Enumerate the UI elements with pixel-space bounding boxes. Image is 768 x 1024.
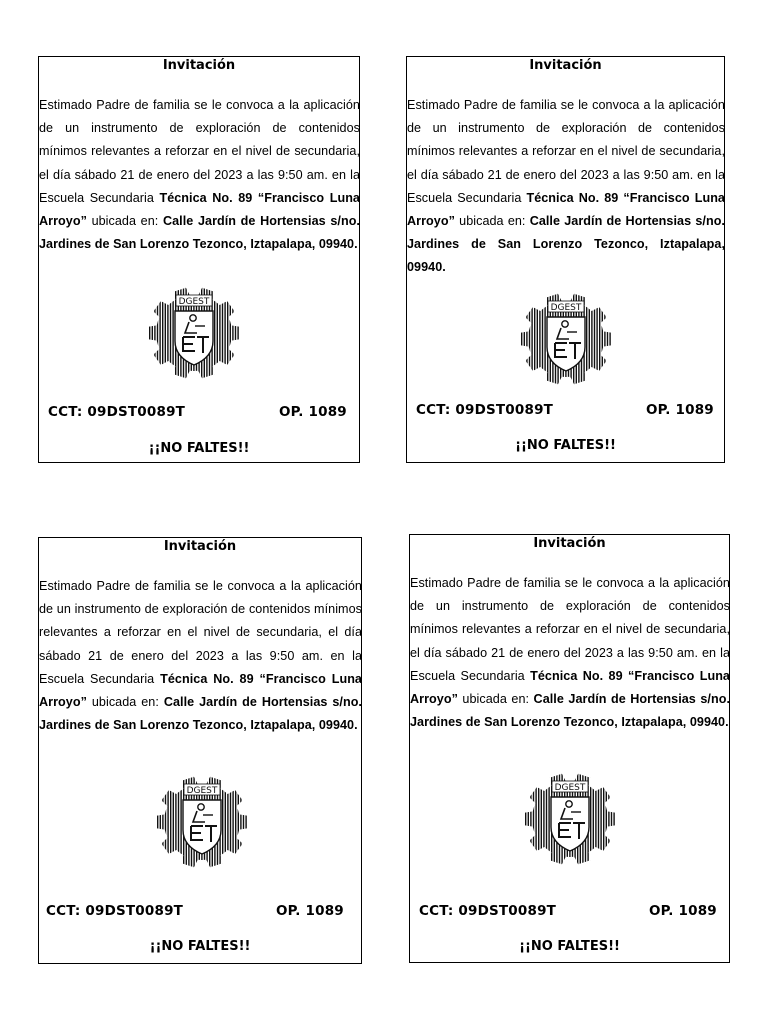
logo-text: DGEST <box>550 303 582 313</box>
cct-code: CCT: 09DST0089T <box>419 903 557 919</box>
invitation-card-3 <box>38 537 362 964</box>
cct-code: CCT: 09DST0089T <box>46 903 184 919</box>
cct-code: CCT: 09DST0089T <box>416 402 554 418</box>
closing-message: ¡¡NO FALTES!! <box>148 441 250 456</box>
invitation-card-2 <box>406 56 725 463</box>
card-message: Estimado Padre de familia se le convoca a la aplicación de un instrumento de exploración de contenidos mínimos relevantes a reforzar en el nivel de secundaria, el día sábado 21 de enero del 2023 a las 9:50 am. en la Escuela Secundaria Técnica No. 89 “Francisco Luna Arroyo” ubicada en: Calle Jardín de Hortensias s/no. Jardines de San Lorenzo Tezonco, Iztapalapa, 09940. <box>39 98 360 252</box>
card-title: Invitación <box>529 58 602 73</box>
closing-message: ¡¡NO FALTES!! <box>519 939 620 954</box>
card-title: Invitación <box>163 539 237 554</box>
card-title: Invitación <box>533 536 606 551</box>
card-message: Estimado Padre de familia se le convoca a la aplicación de un instrumento de exploración de contenidos mínimos relevantes a reforzar en el nivel de secundaria, el día sábado 21 de enero del 2023 a las 9:50 am. en la Escuela Secundaria Técnica No. 89 “Francisco Luna Arroyo” ubicada en: Calle Jardín de Hortensias s/no. Jardines de San Lorenzo Tezonco, Iztapalapa, 09940. <box>39 579 362 733</box>
card-message: Estimado Padre de familia se le convoca a la aplicación de un instrumento de exploración de contenidos mínimos relevantes a reforzar en el nivel de secundaria, el día sábado 21 de enero del 2023 a las 9:50 am. en la Escuela Secundaria Técnica No. 89 “Francisco Luna Arroyo” ubicada en: Calle Jardín de Hortensias s/no. Jardines de San Lorenzo Tezonco, Iztapalapa, 09940. <box>410 576 730 730</box>
dgest-logo-icon <box>149 281 239 381</box>
op-number: OP. 1089 <box>646 402 714 418</box>
op-number: OP. 1089 <box>649 903 717 919</box>
closing-message: ¡¡NO FALTES!! <box>149 939 251 954</box>
card-message: Estimado Padre de familia se le convoca a la aplicación de un instrumento de exploración de contenidos mínimos relevantes a reforzar en el nivel de secundaria, el día sábado 21 de enero del 2023 a las 9:50 am. en la Escuela Secundaria Técnica No. 89 “Francisco Luna Arroyo” ubicada en: Calle Jardín de Hortensias s/no. Jardines de San Lorenzo Tezonco, Iztapalapa, 09940. <box>407 98 725 275</box>
dgest-logo-icon <box>521 287 611 387</box>
dgest-logo-icon <box>525 767 615 867</box>
dgest-logo-icon <box>157 770 247 870</box>
cct-code: CCT: 09DST0089T <box>48 404 186 420</box>
logo-text: DGEST <box>178 297 210 307</box>
invitation-card-1 <box>38 56 360 463</box>
logo-text: DGEST <box>186 786 218 796</box>
card-title: Invitación <box>162 58 236 73</box>
closing-message: ¡¡NO FALTES!! <box>515 438 616 453</box>
logo-text: DGEST <box>554 783 586 793</box>
invitation-card-4 <box>409 534 730 963</box>
op-number: OP. 1089 <box>279 404 347 420</box>
op-number: OP. 1089 <box>276 903 344 919</box>
